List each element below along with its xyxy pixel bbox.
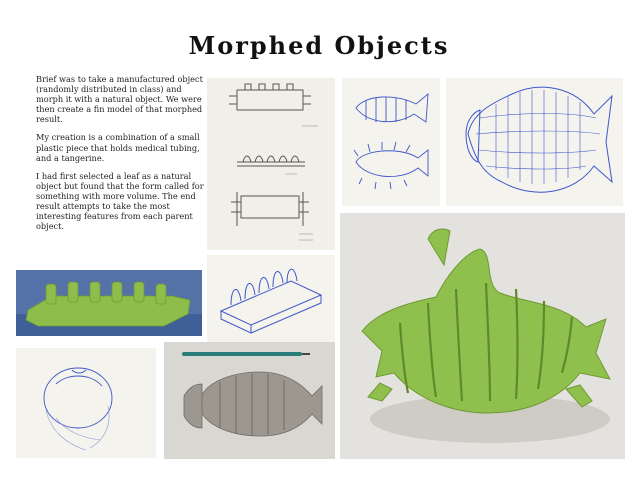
plastic-part-drawing: [16, 270, 202, 336]
blue-sketch-large-image: [446, 78, 623, 206]
blue-sketch-large-drawing: [446, 78, 623, 206]
tangerine-sketch-drawing: [16, 348, 156, 458]
blue-sketch-small-image: [342, 78, 440, 206]
description-text: [36, 74, 208, 239]
plastic-part-photo: [16, 270, 202, 336]
card-model-drawing: [164, 342, 335, 459]
page-title: Morphed Objects: [188, 31, 450, 60]
green-model-drawing: [340, 213, 625, 459]
tangerine-sketch-image: [16, 348, 156, 458]
pencil-sketches-image: [207, 78, 335, 250]
creation-paragraph: My creation is a combination of a small plastic piece that holds medical tubing, and a tangerine.: [36, 132, 200, 163]
green-model-photo: [340, 213, 625, 459]
pencil-sketch-drawing: [207, 78, 335, 250]
blue-sketch-holder-image: [207, 255, 335, 343]
brief-paragraph: Brief was to take a manufactured object (randomly distributed in class) and morph it with a natural object. We were then create a fin model of that morphed result.: [36, 74, 203, 125]
process-paragraph: I had first selected a leaf as a natural object but found that the form called for something with more volume. The end result attempts to take the most interesting features from each parent object.: [36, 170, 204, 232]
blue-sketch-holder-drawing: [207, 255, 335, 343]
blue-sketch-small-drawing: [342, 78, 440, 206]
card-model-photo: [164, 342, 335, 459]
